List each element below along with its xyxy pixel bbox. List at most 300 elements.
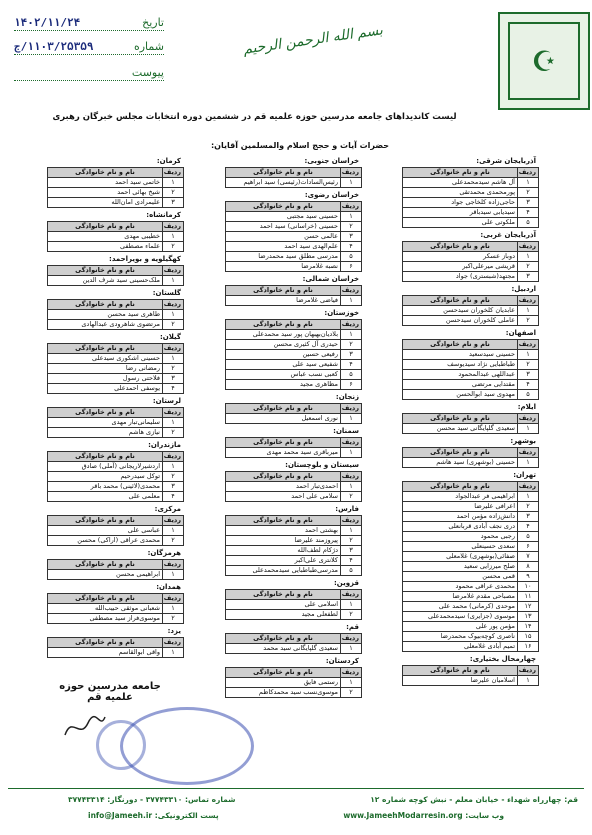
candidate-name: سیدیابی سیدباقر: [403, 208, 518, 218]
province-name: گیلان:: [159, 333, 181, 341]
province-block: [47, 254, 184, 286]
province-block: [225, 504, 362, 576]
row-number: ۵: [518, 532, 539, 542]
header-name: نام و نام خانوادگی: [403, 448, 518, 458]
table-row: [48, 536, 184, 546]
table-row: [48, 242, 184, 252]
province-block: [225, 392, 362, 424]
candidate-name: اسلامیان علیرضا: [403, 676, 518, 686]
table-row: [48, 604, 184, 614]
candidate-name: مدرسی‌طباطبایی سیدمحمدعلی: [226, 566, 341, 576]
candidate-table: [47, 221, 184, 252]
header-num: ردیف: [163, 168, 184, 178]
row-number: ۵: [341, 252, 362, 262]
province-name: خراسان جنوبی:: [304, 157, 359, 165]
table-header-row: [226, 320, 362, 330]
candidate-name: مقتدایی مرتضی: [403, 380, 518, 390]
table-row: [226, 536, 362, 546]
table-row: [226, 360, 362, 370]
candidate-name: مجتهد(شبستری) جواد: [403, 272, 518, 282]
table-header-row: [403, 168, 539, 178]
header-num: ردیف: [341, 320, 362, 330]
header-num: ردیف: [518, 482, 539, 492]
header-name: نام و نام خانوادگی: [48, 638, 163, 648]
table-row: [403, 390, 539, 400]
row-number: ۲: [163, 242, 184, 252]
province-block: [402, 470, 539, 652]
candidate-name: خطیبی مهدی: [48, 232, 163, 242]
province-name: ایلام:: [517, 403, 536, 411]
table-row: [48, 648, 184, 658]
header-name: نام و نام خانوادگی: [48, 222, 163, 232]
table-row: [226, 678, 362, 688]
row-number: ۳: [518, 512, 539, 522]
candidate-table: [47, 167, 184, 208]
province-name: خوزستان:: [324, 309, 359, 317]
table-row: [403, 622, 539, 632]
province-name: یزد:: [167, 627, 181, 635]
table-row: [403, 502, 539, 512]
header-num: ردیف: [163, 300, 184, 310]
province-block: [225, 308, 362, 390]
row-number: ۱: [163, 570, 184, 580]
header-name: نام و نام خانوادگی: [226, 516, 341, 526]
table-row: [403, 252, 539, 262]
province-block: [225, 622, 362, 654]
province-name: اصفهان:: [505, 329, 536, 337]
header-num: ردیف: [518, 414, 539, 424]
row-number: ۱۱: [518, 592, 539, 602]
table-row: [226, 380, 362, 390]
candidate-name: عالمی حسن: [226, 232, 341, 242]
province-name: فارس:: [335, 505, 359, 513]
table-row: [403, 272, 539, 282]
table-row: [48, 472, 184, 482]
row-number: ۲: [341, 688, 362, 698]
province-name: اردبیل:: [511, 285, 536, 293]
header-num: ردیف: [518, 448, 539, 458]
header-name: نام و نام خانوادگی: [226, 438, 341, 448]
date-row: [14, 16, 164, 29]
row-number: ۴: [518, 208, 539, 218]
candidate-table: [47, 451, 184, 502]
signature: [60, 705, 110, 745]
table-header-row: [403, 666, 539, 676]
candidate-table: [47, 559, 184, 580]
header-num: ردیف: [518, 296, 539, 306]
candidate-name: محمدی(لائینی) محمد باقر: [48, 482, 163, 492]
candidate-table: [47, 343, 184, 394]
table-row: [403, 492, 539, 502]
table-row: [226, 370, 362, 380]
candidate-name: طاهری سید محسن: [48, 310, 163, 320]
table-row: [48, 232, 184, 242]
province-name: قم:: [346, 623, 359, 631]
row-number: ۳: [341, 350, 362, 360]
row-number: ۹: [518, 572, 539, 582]
attachment-label: پیوست: [131, 66, 164, 79]
candidate-name: عاملی کلخوران سیدحسن: [403, 316, 518, 326]
candidate-name: رجبی محمود: [403, 532, 518, 542]
header-num: ردیف: [341, 634, 362, 644]
row-number: ۲: [163, 536, 184, 546]
row-number: ۱۵: [518, 632, 539, 642]
header-name: نام و نام خانوادگی: [226, 404, 341, 414]
row-number: ۲: [163, 614, 184, 624]
table-row: [226, 556, 362, 566]
candidate-name: علم‌الهدی سید احمد: [226, 242, 341, 252]
candidate-table: [47, 407, 184, 438]
row-number: ۳: [163, 374, 184, 384]
table-row: [403, 632, 539, 642]
header-num: ردیف: [163, 594, 184, 604]
candidate-name: رفیعی حسین: [226, 350, 341, 360]
header-num: ردیف: [163, 638, 184, 648]
row-number: ۴: [163, 492, 184, 502]
province-block: [402, 328, 539, 400]
candidate-name: محمدی عراقی (اراکی) محسن: [48, 536, 163, 546]
table-header-row: [226, 472, 362, 482]
province-name: هرمزگان:: [147, 549, 181, 557]
candidate-name: کلانتری علی‌اکبر: [226, 556, 341, 566]
candidate-name: قریشی میرعلی‌اکبر: [403, 262, 518, 272]
row-number: ۲: [341, 340, 362, 350]
candidate-name: شفیعی سید علی: [226, 360, 341, 370]
candidate-name: سعیدی گلپایگانی سید محسن: [403, 424, 518, 434]
province-name: کرمان:: [156, 157, 181, 165]
candidate-name: تمیم آبادی غلامعلی: [403, 642, 518, 652]
table-row: [403, 458, 539, 468]
table-header-row: [48, 266, 184, 276]
footer-phone: شماره تماس: ۳۷۷۴۳۳۱۰ - دورنگار: ۳۷۷۴۳۳۱۴: [68, 795, 236, 804]
header-num: ردیف: [518, 168, 539, 178]
row-number: ۲: [518, 502, 539, 512]
province-block: [402, 436, 539, 468]
province-block: [225, 460, 362, 502]
candidate-name: مصباحی مقدم غلامرضا: [403, 592, 518, 602]
candidate-table: [225, 403, 362, 424]
candidate-name: موسوی‌فراز سید مصطفی: [48, 614, 163, 624]
row-number: ۱: [518, 178, 539, 188]
province-name: کردستان:: [325, 657, 359, 665]
table-row: [403, 552, 539, 562]
row-number: ۱: [341, 600, 362, 610]
row-number: ۱: [341, 296, 362, 306]
candidate-name: رمضانی رضا: [48, 364, 163, 374]
table-header-row: [403, 340, 539, 350]
row-number: ۱۴: [518, 622, 539, 632]
row-number: ۲: [341, 610, 362, 620]
table-row: [226, 688, 362, 698]
row-number: ۱: [518, 424, 539, 434]
header-num: ردیف: [163, 344, 184, 354]
table-row: [226, 212, 362, 222]
candidate-table: [225, 167, 362, 188]
candidate-name: عابدیان کلخوران سیدحسن: [403, 306, 518, 316]
table-header-row: [226, 516, 362, 526]
candidate-name: حسینی (بوشهری) سید هاشم: [403, 458, 518, 468]
table-row: [403, 218, 539, 228]
candidate-name: حاجی‌زاده کلخاجی جواد: [403, 198, 518, 208]
province-block: [47, 210, 184, 252]
divider: [14, 30, 164, 32]
row-number: ۱: [518, 350, 539, 360]
header-name: نام و نام خانوادگی: [403, 414, 518, 424]
table-row: [48, 462, 184, 472]
row-number: ۵: [341, 370, 362, 380]
table-row: [403, 198, 539, 208]
row-number: ۴: [341, 556, 362, 566]
row-number: ۱: [163, 418, 184, 428]
header-name: نام و نام خانوادگی: [48, 300, 163, 310]
row-number: ۲: [518, 316, 539, 326]
header-name: نام و نام خانوادگی: [403, 296, 518, 306]
candidate-name: محمدی عراقی محمود: [403, 582, 518, 592]
table-row: [226, 252, 362, 262]
province-block: [402, 402, 539, 434]
candidate-name: ملک‌حسینی سید شرف الدین: [48, 276, 163, 286]
row-number: ۳: [163, 482, 184, 492]
table-row: [48, 482, 184, 492]
candidate-name: سعدی حسینعلی: [403, 542, 518, 552]
candidate-name: نیازی هاشم: [48, 428, 163, 438]
table-header-row: [48, 222, 184, 232]
candidate-name: خاتمی سید احمد: [48, 178, 163, 188]
candidate-name: قمی محسن: [403, 572, 518, 582]
row-number: ۵: [341, 566, 362, 576]
province-name: مازندران:: [148, 441, 181, 449]
header-name: نام و نام خانوادگی: [403, 482, 518, 492]
table-row: [226, 232, 362, 242]
table-row: [226, 526, 362, 536]
table-row: [48, 320, 184, 330]
candidate-name: علماء مصطفی: [48, 242, 163, 252]
header-name: نام و نام خانوادگی: [403, 340, 518, 350]
row-number: ۱۳: [518, 612, 539, 622]
footer-email[interactable]: پست الکترونیکی: info@Jameeh.ir: [88, 811, 219, 820]
candidate-name: شعبانی موثقی حبیب‌الله: [48, 604, 163, 614]
province-name: آذربایجان غربی:: [480, 231, 536, 239]
candidate-name: بهشتی احمد: [226, 526, 341, 536]
row-number: ۸: [518, 562, 539, 572]
row-number: ۴: [518, 522, 539, 532]
table-header-row: [48, 168, 184, 178]
header-name: نام و نام خانوادگی: [48, 266, 163, 276]
footer-address: قم: چهارراه شهداء - خیابان معلم - نبش کوچه شماره ۱۲: [370, 795, 578, 804]
candidate-name: حسینی اشکوری سیدعلی: [48, 354, 163, 364]
table-row: [403, 316, 539, 326]
row-number: ۲: [163, 188, 184, 198]
province-block: [47, 582, 184, 624]
province-name: خراسان شمالی:: [302, 275, 359, 283]
row-number: ۴: [341, 242, 362, 252]
row-number: ۲: [518, 262, 539, 272]
header-name: نام و نام خانوادگی: [226, 286, 341, 296]
candidate-name: سلیمانی‌تبار مهدی: [48, 418, 163, 428]
candidate-name: اسلامی علی: [226, 600, 341, 610]
province-block: [402, 284, 539, 326]
table-row: [403, 262, 539, 272]
header-num: ردیف: [341, 404, 362, 414]
province-name: گلستان:: [152, 289, 181, 297]
header-name: نام و نام خانوادگی: [226, 202, 341, 212]
candidates-column-middle: [225, 156, 362, 700]
candidate-name: اردشیرلاریجانی (آملی) صادق: [48, 462, 163, 472]
footer: [8, 788, 584, 829]
candidate-name: ملکوتی علی: [403, 218, 518, 228]
stamp-text: جامعه مدرسین حوزه علمیه قم: [59, 681, 161, 703]
candidate-name: حسینی (خراسانی) سید احمد: [226, 222, 341, 232]
candidate-name: لطفعلی مجید: [226, 610, 341, 620]
table-row: [226, 414, 362, 424]
date-value: ۱۴۰۲/۱۱/۲۴: [14, 16, 81, 29]
row-number: ۶: [341, 262, 362, 272]
province-name: تهران:: [513, 471, 536, 479]
header-name: نام و نام خانوادگی: [226, 634, 341, 644]
candidate-name: فلاحتی رسول: [48, 374, 163, 384]
table-row: [403, 542, 539, 552]
table-row: [226, 448, 362, 458]
candidate-table: [225, 437, 362, 458]
row-number: ۱: [341, 330, 362, 340]
row-number: ۱: [518, 252, 539, 262]
candidate-name: پورمحمدی محمدتقی: [403, 188, 518, 198]
row-number: ۴: [341, 360, 362, 370]
header-name: نام و نام خانوادگی: [403, 242, 518, 252]
province-block: [47, 288, 184, 330]
province-block: [47, 504, 184, 546]
row-number: ۲: [163, 428, 184, 438]
table-header-row: [226, 668, 362, 678]
candidate-table: [402, 413, 539, 434]
table-header-row: [226, 438, 362, 448]
table-row: [226, 644, 362, 654]
row-number: ۷: [518, 552, 539, 562]
candidate-name: موسوی (جزایری) سیدمحمدعلی: [403, 612, 518, 622]
table-row: [226, 340, 362, 350]
number-row: [14, 40, 164, 53]
candidate-name: آل هاشم سیدمحمدعلی: [403, 178, 518, 188]
province-name: زنجان:: [335, 393, 359, 401]
candidate-name: حسینی سید مجتبی: [226, 212, 341, 222]
header-num: ردیف: [341, 286, 362, 296]
header-name: نام و نام خانوادگی: [48, 560, 163, 570]
header-name: نام و نام خانوادگی: [48, 168, 163, 178]
header-num: ردیف: [163, 222, 184, 232]
candidate-name: سلامی علی احمد: [226, 492, 341, 502]
table-row: [403, 424, 539, 434]
candidate-name: دوباز عسکر: [403, 252, 518, 262]
candidate-name: یوسفی احمدعلی: [48, 384, 163, 394]
row-number: ۳: [163, 198, 184, 208]
table-header-row: [48, 452, 184, 462]
row-number: ۲: [341, 536, 362, 546]
header-num: ردیف: [341, 168, 362, 178]
row-number: ۲: [518, 360, 539, 370]
candidate-name: موحدی (کرمانی) محمد علی: [403, 602, 518, 612]
row-number: ۱: [518, 458, 539, 468]
candidate-table: [47, 265, 184, 286]
header-name: نام و نام خانوادگی: [48, 516, 163, 526]
table-header-row: [403, 448, 539, 458]
row-number: ۲: [163, 320, 184, 330]
province-name: لرستان:: [152, 397, 181, 405]
table-row: [403, 178, 539, 188]
province-block: [47, 396, 184, 438]
candidate-table: [402, 167, 539, 228]
table-header-row: [48, 344, 184, 354]
province-block: [225, 426, 362, 458]
candidate-name: مرتضوی شاهرودی عبدالهادی: [48, 320, 163, 330]
table-row: [226, 350, 362, 360]
row-number: ۱: [518, 492, 539, 502]
header-name: نام و نام خانوادگی: [226, 668, 341, 678]
table-row: [403, 582, 539, 592]
candidate-name: میرباقری سید محمد مهدی: [226, 448, 341, 458]
row-number: ۱: [341, 178, 362, 188]
candidate-table: [47, 593, 184, 624]
candidate-name: رئیس‌السادات(رئیسی) سید ابراهیم: [226, 178, 341, 188]
table-row: [48, 374, 184, 384]
table-header-row: [48, 594, 184, 604]
row-number: ۱: [163, 178, 184, 188]
table-header-row: [403, 242, 539, 252]
table-row: [403, 522, 539, 532]
row-number: ۱: [341, 448, 362, 458]
province-name: کهگیلویه و بویراحمد:: [109, 255, 181, 263]
footer-website[interactable]: وب سایت: www.JameehModarresin.org: [343, 811, 504, 820]
emblem-icon: ☪: [508, 22, 580, 100]
candidate-name: عباسی علی: [48, 526, 163, 536]
table-row: [403, 350, 539, 360]
header-name: نام و نام خانوادگی: [403, 168, 518, 178]
row-number: ۶: [341, 380, 362, 390]
candidate-name: ناصری کوچه‌بیوک محمدرضا: [403, 632, 518, 642]
number-label: شماره: [133, 40, 164, 53]
table-row: [226, 222, 362, 232]
table-header-row: [403, 414, 539, 424]
table-header-row: [226, 168, 362, 178]
row-number: ۱۰: [518, 582, 539, 592]
row-number: ۳: [518, 198, 539, 208]
candidate-name: دانش‌زاده مؤمن احمد: [403, 512, 518, 522]
table-row: [226, 296, 362, 306]
logo: [498, 12, 590, 110]
candidate-table: [225, 515, 362, 576]
candidate-name: شیخ بهائی احمد: [48, 188, 163, 198]
table-header-row: [48, 408, 184, 418]
table-row: [403, 512, 539, 522]
header-num: ردیف: [341, 202, 362, 212]
candidate-table: [402, 481, 539, 652]
table-row: [226, 242, 362, 252]
province-block: [402, 654, 539, 686]
candidate-table: [47, 637, 184, 658]
candidate-name: بلادیان‌بهبهان پور سید محمدعلی: [226, 330, 341, 340]
candidate-table: [225, 589, 362, 620]
province-block: [402, 230, 539, 282]
province-block: [225, 190, 362, 272]
table-row: [403, 360, 539, 370]
candidate-name: نوری اسمعیل: [226, 414, 341, 424]
header-num: ردیف: [341, 472, 362, 482]
candidate-table: [402, 241, 539, 282]
table-row: [226, 566, 362, 576]
province-name: بوشهر:: [510, 437, 536, 445]
table-row: [48, 492, 184, 502]
candidates-column-left: [47, 156, 184, 660]
row-number: ۳: [518, 370, 539, 380]
